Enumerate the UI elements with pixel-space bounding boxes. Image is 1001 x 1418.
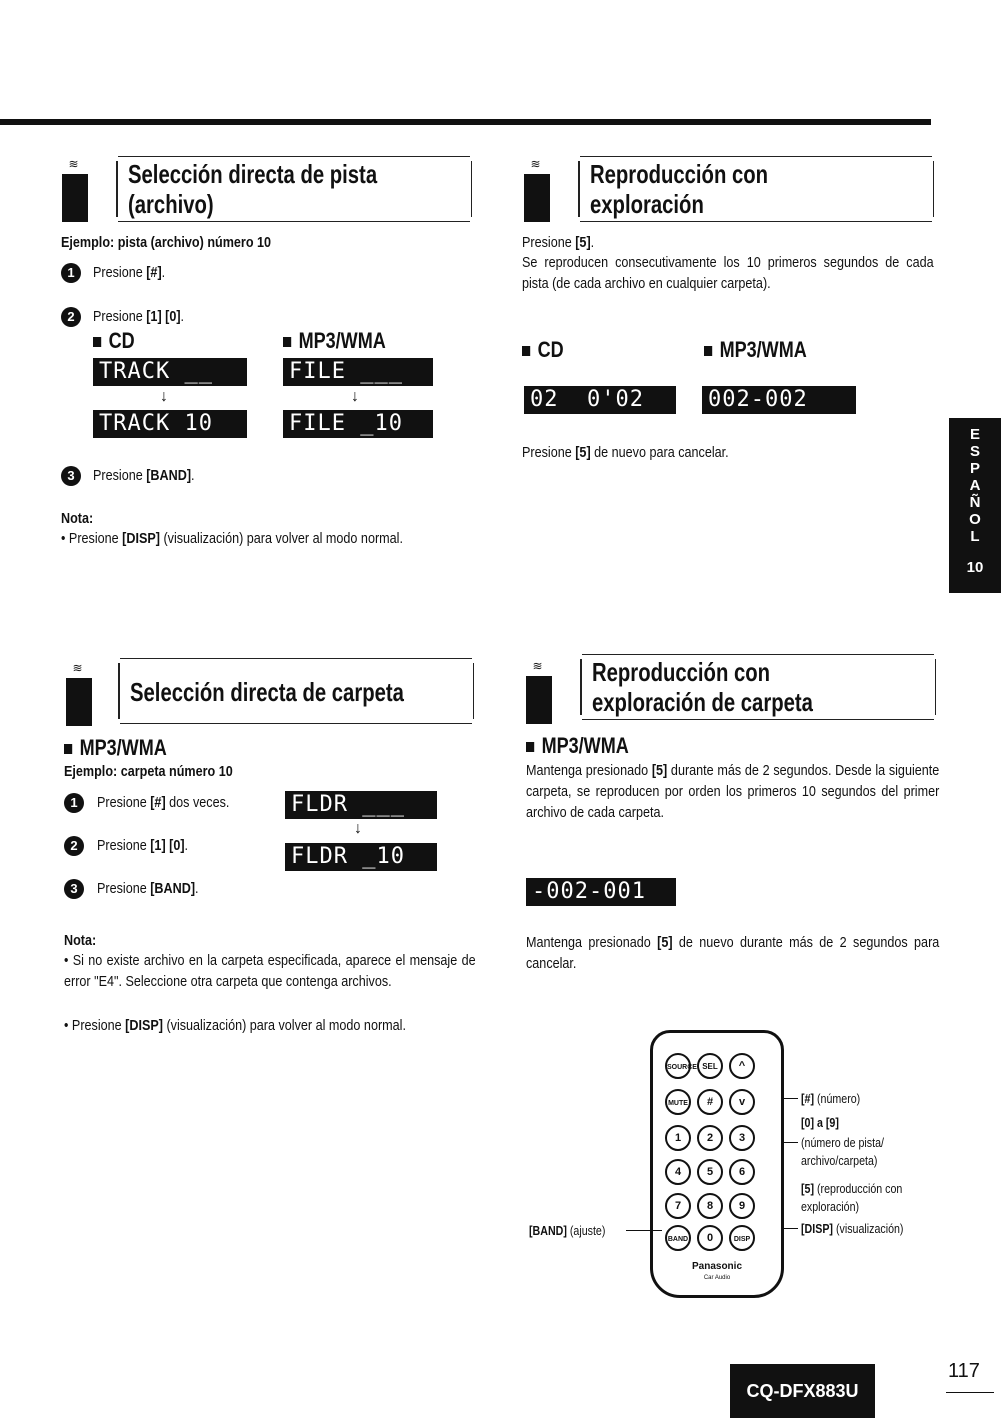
step-3-badge: 3	[61, 466, 81, 486]
key-1-button: 1	[665, 1125, 691, 1151]
body-text: Mantenga presionado [5] durante más de 2 segundos. Desde la siguiente carpeta, se reproducen por orden los primeros 10 segundos del primer archivo de cada carpeta.	[526, 762, 940, 821]
lcd-display: 02 0'02	[524, 386, 676, 414]
section-title-line2: exploración de carpeta	[592, 687, 813, 717]
sel-button: SEL	[697, 1053, 723, 1079]
instruction-text: Presione [5].	[522, 234, 595, 251]
mute-button: MUTE	[665, 1089, 691, 1115]
mp3-subheading: MP3/WMA	[526, 733, 629, 759]
lcd-display: -002-001	[526, 878, 676, 906]
top-rule	[0, 119, 931, 125]
step-2-badge: 2	[64, 836, 84, 856]
mp3-subheading: MP3/WMA	[64, 735, 167, 761]
section-title: Reproducción con	[592, 657, 771, 687]
note-text: • Si no existe archivo en la carpeta especificada, aparece el mensaje de error "E4". Seleccione otra carpeta que contenga archivos.	[64, 952, 476, 990]
disp-button: DISP	[729, 1225, 755, 1251]
page-number: 117	[948, 1360, 980, 1382]
brand-sub: Car Audio	[703, 1275, 731, 1281]
mp3-subheading: MP3/WMA	[704, 337, 807, 363]
section-title-frame	[120, 658, 472, 724]
example-label: Ejemplo: carpeta número 10	[64, 763, 233, 780]
remote-icon: ≋	[526, 660, 548, 724]
section-title-frame	[118, 156, 470, 222]
model-label: CQ-DFX883U	[730, 1364, 875, 1418]
step-3-text: Presione [BAND].	[93, 467, 195, 484]
section-title-frame	[582, 654, 934, 720]
key-8-button: 8	[697, 1193, 723, 1219]
remote-icon: ≋	[66, 662, 88, 726]
key-5-button: 5	[697, 1159, 723, 1185]
step-1-text: Presione [#] dos veces.	[97, 794, 230, 811]
body-text: Se reproducen consecutivamente los 10 primeros segundos de cada pista (de cada archivo en cualquier carpeta).	[522, 254, 934, 292]
callout-line	[782, 1098, 798, 1099]
vol-down-button: v	[729, 1089, 755, 1115]
key-2-button: 2	[697, 1125, 723, 1151]
section-title: Selección directa de carpeta	[130, 677, 404, 707]
callout-line	[782, 1142, 798, 1143]
step-3-badge: 3	[64, 879, 84, 899]
language-letters: E S P A Ñ O L	[969, 426, 981, 545]
down-arrow-icon: ↓	[354, 820, 362, 837]
band-button: BAND	[665, 1225, 691, 1251]
key-9-button: 9	[729, 1193, 755, 1219]
section-title-line2: exploración	[590, 189, 704, 219]
mp3-subheading: MP3/WMA	[283, 328, 386, 354]
page-number-rule	[946, 1392, 994, 1393]
note-heading: Nota:	[64, 932, 97, 949]
remote-icon: ≋	[524, 158, 546, 222]
callout-5: [5] (reproducción con exploración)	[801, 1181, 903, 1214]
callout-0-9: [0] a [9]	[801, 1115, 839, 1130]
section-number: 10	[966, 559, 984, 576]
callout-line	[782, 1228, 798, 1229]
down-arrow-icon: ↓	[351, 388, 359, 405]
callout-hash: [#] (número)	[801, 1091, 861, 1106]
source-button: SOURCE	[665, 1053, 691, 1079]
hash-button: #	[697, 1089, 723, 1115]
brand-logo: Panasonic	[691, 1261, 743, 1272]
note-text: • Presione [DISP] (visualización) para volver al modo normal.	[61, 530, 403, 547]
key-0-button: 0	[697, 1225, 723, 1251]
callout-line	[626, 1230, 662, 1231]
cd-subheading: CD	[522, 337, 564, 363]
lcd-display: FLDR ___	[285, 791, 437, 819]
step-3-text: Presione [BAND].	[97, 880, 199, 897]
section-title: Reproducción con	[590, 159, 769, 189]
callout-disp: [DISP] (visualización)	[801, 1221, 904, 1236]
lcd-display: 002-002	[702, 386, 856, 414]
example-label: Ejemplo: pista (archivo) número 10	[61, 234, 272, 251]
step-1-text: Presione [#].	[93, 264, 166, 281]
remote-control-illustration	[650, 1030, 784, 1298]
lcd-display: FILE _10	[283, 410, 433, 438]
down-arrow-icon: ↓	[160, 388, 168, 405]
step-2-text: Presione [1] [0].	[93, 308, 185, 325]
cancel-text: Mantenga presionado [5] de nuevo durante más de 2 segundos para cancelar.	[526, 934, 940, 972]
step-2-badge: 2	[61, 307, 81, 327]
section-title-frame	[580, 156, 932, 222]
lcd-display: FILE ___	[283, 358, 433, 386]
cd-subheading: CD	[93, 328, 135, 354]
language-tab	[949, 418, 1001, 593]
cancel-text: Presione [5] de nuevo para cancelar.	[522, 444, 729, 461]
key-6-button: 6	[729, 1159, 755, 1185]
step-2-text: Presione [1] [0].	[97, 837, 189, 854]
lcd-display: TRACK __	[93, 358, 247, 386]
step-1-badge: 1	[64, 793, 84, 813]
note-text: • Presione [DISP] (visualización) para volver al modo normal.	[64, 1017, 406, 1034]
callout-band: [BAND] (ajuste)	[529, 1223, 606, 1238]
section-title-line2: (archivo)	[128, 189, 214, 219]
step-1-badge: 1	[61, 263, 81, 283]
key-7-button: 7	[665, 1193, 691, 1219]
key-3-button: 3	[729, 1125, 755, 1151]
note-heading: Nota:	[61, 510, 94, 527]
vol-up-button: ^	[729, 1053, 755, 1079]
callout-0-9-text: (número de pista/ archivo/carpeta)	[801, 1135, 884, 1168]
remote-icon: ≋	[62, 158, 84, 222]
key-4-button: 4	[665, 1159, 691, 1185]
section-title: Selección directa de pista	[128, 159, 378, 189]
lcd-display: TRACK 10	[93, 410, 247, 438]
lcd-display: FLDR _10	[285, 843, 437, 871]
